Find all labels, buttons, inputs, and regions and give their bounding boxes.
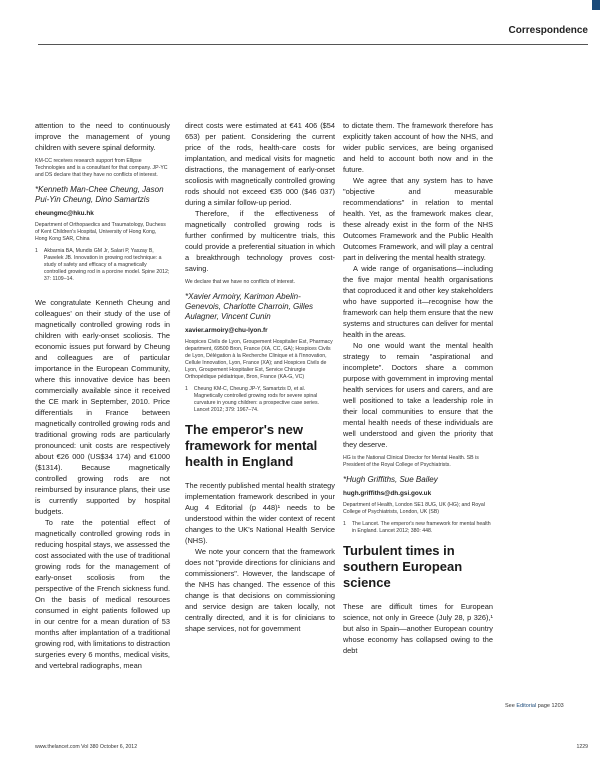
reference-number: 1 <box>35 248 38 254</box>
column-2 <box>185 120 335 634</box>
paragraph: A wide range of organisations—including the five major mental health organisations that coproduced it and other key stakeholders who have supported it—recognise how the framework can help them ensure that the new systems and structures can deliver for mental health in the areas. <box>343 264 493 339</box>
column-1 <box>35 120 170 671</box>
paragraph: We agree that any system has to have "objective and measurable recommendations" in relation to mental health. Yet, as the framework makes clear, these already exist in the form of the NHS Outcomes Framework and the Public Health Outcomes Framework, and will play a central part in delivering the mental health strategy. <box>343 176 493 262</box>
reference-number: 1 <box>185 386 188 392</box>
affiliation: Department of Orthopaedics and Traumatology, Duchess of Kent Children's Hospital, University of Hong Kong, Hong Kong SAR, China <box>35 222 166 242</box>
conflict-statement: HG is the National Clinical Director for Mental Health. SB is President of the Royal College of Psychiatrists. <box>343 455 479 468</box>
affiliation: Hospices Civils de Lyon, Groupement Hospitalier Est, Pharmacy department, 69500 Bron, France (XA, CC, GA); Hospices Civils de Lyon, Délégation à la Recherche Clinique et à l'Innovation, Cellule Innovation, Lyon, France (XA); and Hospices Civils de Lyon, Groupement Hospitalier Est, Service Chirurgie Orthopédique pédiatrique, Bron, France (KA-G, VC) <box>185 339 333 380</box>
section-title: Correspondence <box>508 25 588 36</box>
article-heading: Turbulent times in southern European science <box>343 543 463 590</box>
editorial-link[interactable]: Editorial <box>516 703 537 709</box>
column-3 <box>343 120 493 656</box>
conflict-statement: We declare that we have no conflicts of interest. <box>185 279 296 285</box>
paragraph: To rate the potential effect of magnetically controlled growing rods in reducing hospital stays, we assessed the cost associated with the use of traditional growing rods for the management of early-onset scoliosis from the perspective of the French sickness fund. On the basis of medical resources consumed in eight patients followed up in our centre for a mean duration of 53 months after implantation of a traditional growing rod, with limitations to distraction surgeries every 6 months, medical visits, and vertebral radiographs, mean <box>35 518 170 670</box>
article-heading: The emperor's new framework for mental health in England <box>185 422 318 469</box>
reference <box>35 248 170 283</box>
paragraph: No one would want the mental health strategy to remain "aspirational and incomplete". Doctors share a common purpose with government in improving mental health services for users and carers, and are well positioned to take a leadership role in their local communities to ensure that the mental health needs of these individuals are well understood and given the priority that they deserve. <box>343 341 493 449</box>
affiliation: Department of Health, London SE1 8UG, UK (HG); and Royal College of Psychiatrists, London, UK (SB) <box>343 502 485 515</box>
paragraph: We congratulate Kenneth Cheung and colleagues' on their study of the use of magnetically controlled growing rods in children with early-onset scoliosis. The economic issues put forward by Cheung and colleagues are of particular importance in the European Community, where this innovative device has been commercially available since it received the CE mark in September, 2010. Price differentials in France between magnetically controlled growing rods and traditional growing rods are particularly pronounced: unit costs are respectively about €26 000 (US$34 174) and €1000 ($1314). Because magnetically controlled growing rods are not reimbursed by insurance plans, their use is currently supported by hospital budgets. <box>35 298 170 516</box>
see-also-suffix: page 1203 <box>536 703 564 709</box>
paragraph: direct costs were estimated at €41 406 ($54 653) per patient. Considering the current price of the rods, health-care costs for implantation, and medical visits for magnetic distractions, the management of early-onset scoliosis with magnetically controlled growing rods should not exceed €35 000 ($46 037) during a similar follow-up period. <box>185 121 335 207</box>
see-also-prefix: See <box>505 703 517 709</box>
paragraph: We note your concern that the framework does not "provide directions for clinicians and commissioners". However, the landscape of the NHS has changed. The essence of this change is that decisions on commissioning and service design are taken locally, not centrally directed, and it is for clinicians to shape services, not for government <box>185 547 335 633</box>
paragraph: Therefore, if the effectiveness of magnetically controlled growing rods is further confirmed by multicentre trials, this could provide a preferential situation in which a breakthrough technology proves cost-saving. <box>185 209 335 273</box>
reference-number: 1 <box>343 521 346 527</box>
authors: *Hugh Griffiths, Sue Bailey <box>343 475 438 484</box>
author-email[interactable]: hugh.griffiths@dh.gsi.gov.uk <box>343 490 432 497</box>
author-email[interactable]: cheungmc@hku.hk <box>35 210 94 217</box>
paragraph: attention to the need to continuously improve the management of young children with severe spinal deformity. <box>35 121 170 152</box>
footer-journal: www.thelancet.com Vol 380 October 6, 2012 <box>35 744 138 750</box>
reference-text: The Lancet. The emperor's new framework for mental health in England. Lancet 2012; 380: 448. <box>351 521 491 534</box>
paragraph: to dictate them. The framework therefore has explicitly taken account of how the NHS, and wider public services, are being organised and held to account both now and in the future. <box>343 121 493 174</box>
see-also-note <box>505 703 593 710</box>
paragraph: The recently published mental health strategy implementation framework described in your Aug 4 Editorial (p 448)¹ needs to be understood within the wider context of recent changes to the UK's National Health Service (NHS). <box>185 481 335 545</box>
reference-text: Akbarnia BA, Mundis GM Jr, Salari P, Yaszay B, Pawelek JB. Innovation in growing rod technique: a study of safety and efficacy of a magnetically controlled growing rod in a porcine model. Spine 2012; 37: 1109–14. <box>43 248 170 282</box>
reference-text: Cheung KM-C, Cheung JP-Y, Samartzis D, et al. Magnetically controlled growing rods for severe spinal curvature in young children: a prospective case series. Lancet 2012; 379: 1967–74. <box>193 386 320 413</box>
corner-tab <box>592 0 600 10</box>
authors: *Kenneth Man-Chee Cheung, Jason Pui-Yin Cheung, Dino Samartzis <box>35 185 164 204</box>
page-number: 1229 <box>576 744 588 750</box>
header-rule <box>38 44 588 45</box>
conflict-statement: KM-CC receives research support from Ellipse Technologies and is a consultant for that company. JP-YC and DS declare that they have no conflicts of interest. <box>35 158 168 178</box>
reference <box>343 521 493 535</box>
author-email[interactable]: xavier.armoiry@chu-lyon.fr <box>185 327 268 334</box>
paragraph: These are difficult times for European science, not only in Greece (July 28, p 326),¹ but also in Spain—another European country whose economy has collapsed owing to the debt <box>343 602 493 655</box>
reference <box>185 386 335 414</box>
authors: *Xavier Armoiry, Karimon Abelin-Genevois, Charlotte Charroin, Gilles Aulagner, Vincent Cunin <box>185 292 314 321</box>
